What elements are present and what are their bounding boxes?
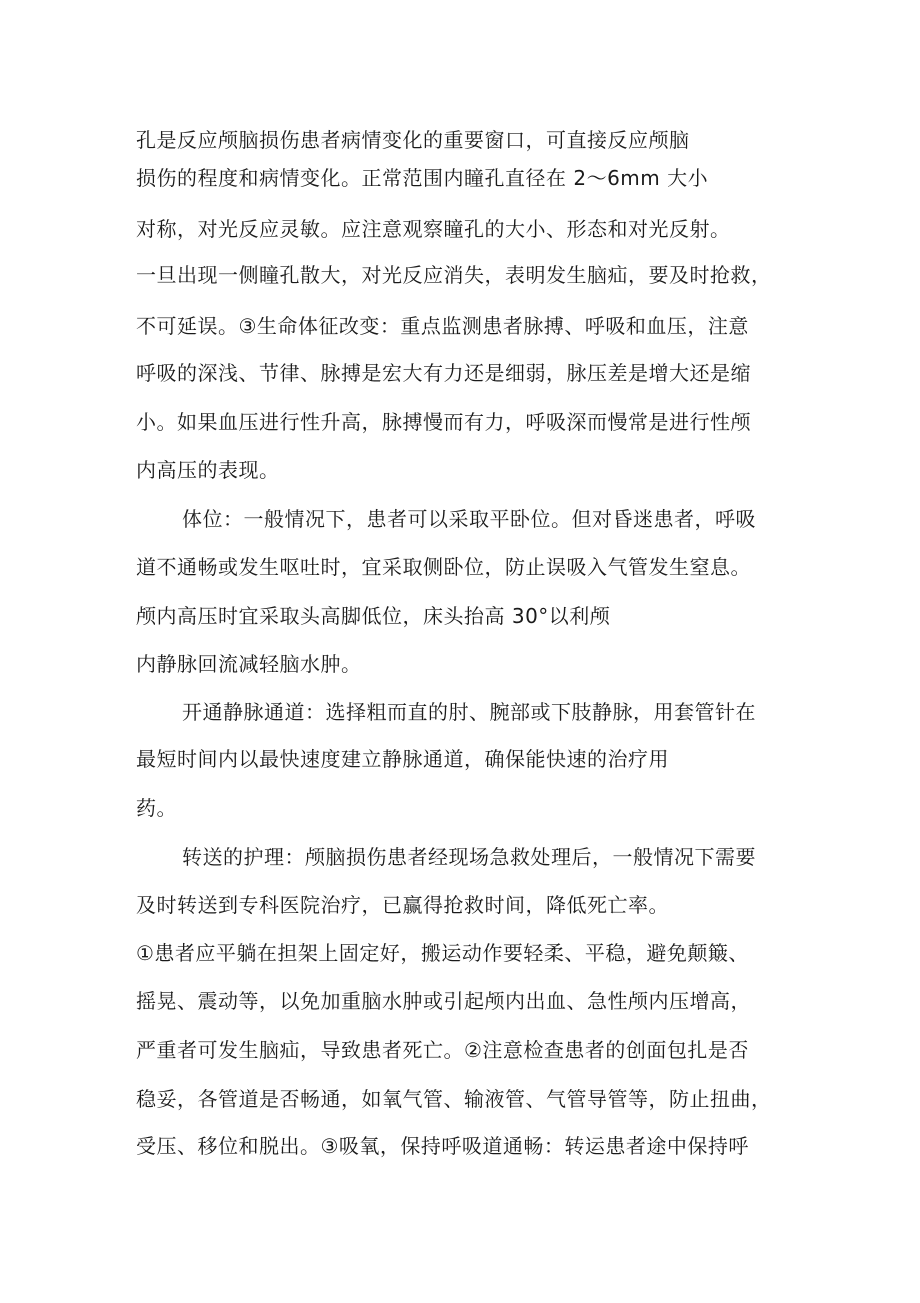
text-line: ①患者应平躺在担架上固定好，搬运动作要轻柔、平稳，避免颠簸、 [136,941,749,965]
paragraph-start-line: 开通静脉通道：选择粗而直的肘、腕部或下肢静脉，用套管针在 [182,700,756,724]
text-line: 严重者可发生脑疝，导致患者死亡。②注意检查患者的创面包扎是否 [136,1038,749,1062]
paragraph-start-line: 转送的护理：颅脑损伤患者经现场急救处理后，一般情况下需要 [182,845,756,869]
text-line: 损伤的程度和病情变化。正常范围内瞳孔直径在 2〜6mm 大小 [136,166,709,190]
text-line: 对称，对光反应灵敏。应注意观察瞳孔的大小、形态和对光反射。 [136,217,731,241]
text-line: 不可延误。③生命体征改变：重点监测患者脉搏、呼吸和血压，注意 [136,314,749,338]
text-line: 呼吸的深浅、节律、脉搏是宏大有力还是细弱，脉压差是增大还是缩 [136,361,751,385]
text-line: 道不通畅或发生呕吐时，宜采取侧卧位，防止误吸入气管发生窒息。 [136,555,751,579]
text-line: 药。 [136,796,177,820]
text-line: 最短时间内以最快速度建立静脉通道，确保能快速的治疗用 [136,747,669,771]
text-line: 内静脉回流减轻脑水肿。 [136,652,362,676]
paragraph-start-line: 体位：一般情况下，患者可以采取平卧位。但对昏迷患者，呼吸 [182,507,756,531]
text-line: 受压、移位和脱出。③吸氧，保持呼吸道通畅：转运患者途中保持呼 [136,1134,749,1158]
text-line: 及时转送到专科医院治疗，已赢得抢救时间，降低死亡率。 [136,893,669,917]
text-line: 一旦出现一侧瞳孔散大，对光反应消失，表明发生脑疝，要及时抢救， [136,263,772,287]
text-line: 稳妥，各管道是否畅通，如氧气管、输液管、气管导管等，防止扭曲， [136,1087,772,1111]
text-line: 孔是反应颅脑损伤患者病情变化的重要窗口，可直接反应颅脑 [136,128,690,152]
text-line: 颅内高压时宜采取头高脚低位，床头抬高 30°以利颅 [136,604,611,628]
text-line: 小。如果血压进行性升高，脉搏慢而有力，呼吸深而慢常是进行性颅 [136,410,751,434]
text-line: 摇晃、震动等，以免加重脑水肿或引起颅内出血、急性颅内压增高， [136,989,751,1013]
text-line: 内高压的表现。 [136,458,280,482]
